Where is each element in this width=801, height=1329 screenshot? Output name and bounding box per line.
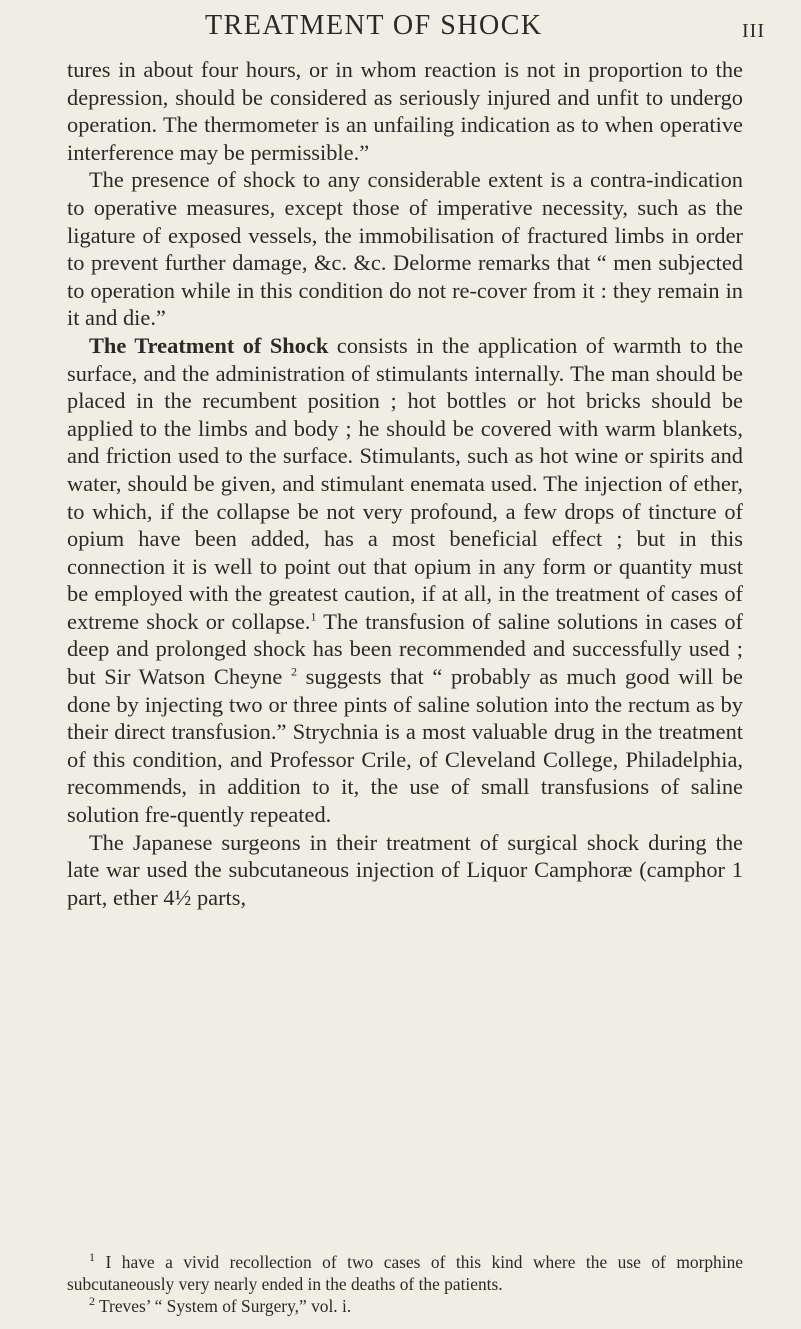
footnote-text: Treves’ “ System of Surgery,” vol. i.	[95, 1296, 352, 1316]
footnote-ref-2: 2	[290, 664, 297, 679]
paragraph-text: tures in about four hours, or in whom reaction is not in proportion to the depression, should be considered as seriously injured and unfit to undergo operation. The thermometer is an unfailing indication as to when operative interference may be permissible.”	[67, 57, 743, 165]
bold-lead-heading: The Treatment of Shock	[89, 332, 329, 358]
body-text	[67, 56, 743, 911]
paragraph-contra-indication	[67, 166, 743, 332]
paragraph-text: The presence of shock to any considerable extent is a contra-indication to operative measures, except those of imperative necessity, such as the ligature of exposed vessels, the immobilisation of fractured limbs in order to prevent further damage, &c. &c. Delorme remarks that “ men subjected to operation while in this condition do not re-cover from it : they remain in it and die.”	[67, 167, 743, 331]
paragraph-treatment	[67, 332, 743, 829]
footnote-1	[67, 1251, 743, 1295]
paragraph-text: suggests that “ probably as much good will be done by injecting two or three pints of saline solution into the rectum as by their direct transfusion.” Strychnia is a most valuable drug in the treatment of this condition, and Professor Crile, of Cleveland College, Philadelphia, recommends, in addition to it, the use of small transfusions of saline solution fre-quently repeated.	[67, 664, 744, 828]
footnotes	[67, 1251, 743, 1317]
paragraph-text: consists in the application of warmth to the surface, and the administration of stimulants internally. The man should be placed in the recumbent position ; hot bottles or hot bricks should be applied to the limbs and body ; he should be covered with warm blankets, and friction used to the surface. Stimulants, such as hot wine or spirits and water, should be given, and stimulant enemata used. The injection of ether, to which, if the collapse be not very profound, a few drops of tincture of opium have been added, has a most beneficial effect ; but in this connection it is well to point out that opium in any form or quantity must be employed with the greatest caution, if at all, in the treatment of cases of extreme shock or collapse.	[67, 332, 744, 634]
paragraph-text: The Japanese surgeons in their treatment of surgical shock during the late war used the subcutaneous injection of Liquor Camphoræ (camphor 1 part, ether 4½ parts,	[67, 829, 743, 910]
page-header	[0, 10, 801, 54]
footnote-text: I have a vivid recollection of two cases of this kind where the use of morphine subcutaneously very nearly ended in the deaths of the patients.	[67, 1252, 743, 1294]
footnote-2	[67, 1295, 743, 1317]
paragraph-continuation	[67, 56, 743, 166]
paragraph-japanese-surgeons	[67, 829, 743, 912]
footnote-marker: 1	[89, 1250, 95, 1265]
footnote-marker: 2	[89, 1294, 95, 1309]
page-number: III	[742, 20, 765, 42]
footnote-ref-1: 1	[310, 609, 317, 624]
running-title: TREATMENT OF SHOCK	[205, 10, 543, 41]
paragraph-text: The transfusion of saline solutions in cases of deep and prolonged shock has been recommended and successfully used ; but Sir Watson Cheyne	[67, 608, 743, 690]
